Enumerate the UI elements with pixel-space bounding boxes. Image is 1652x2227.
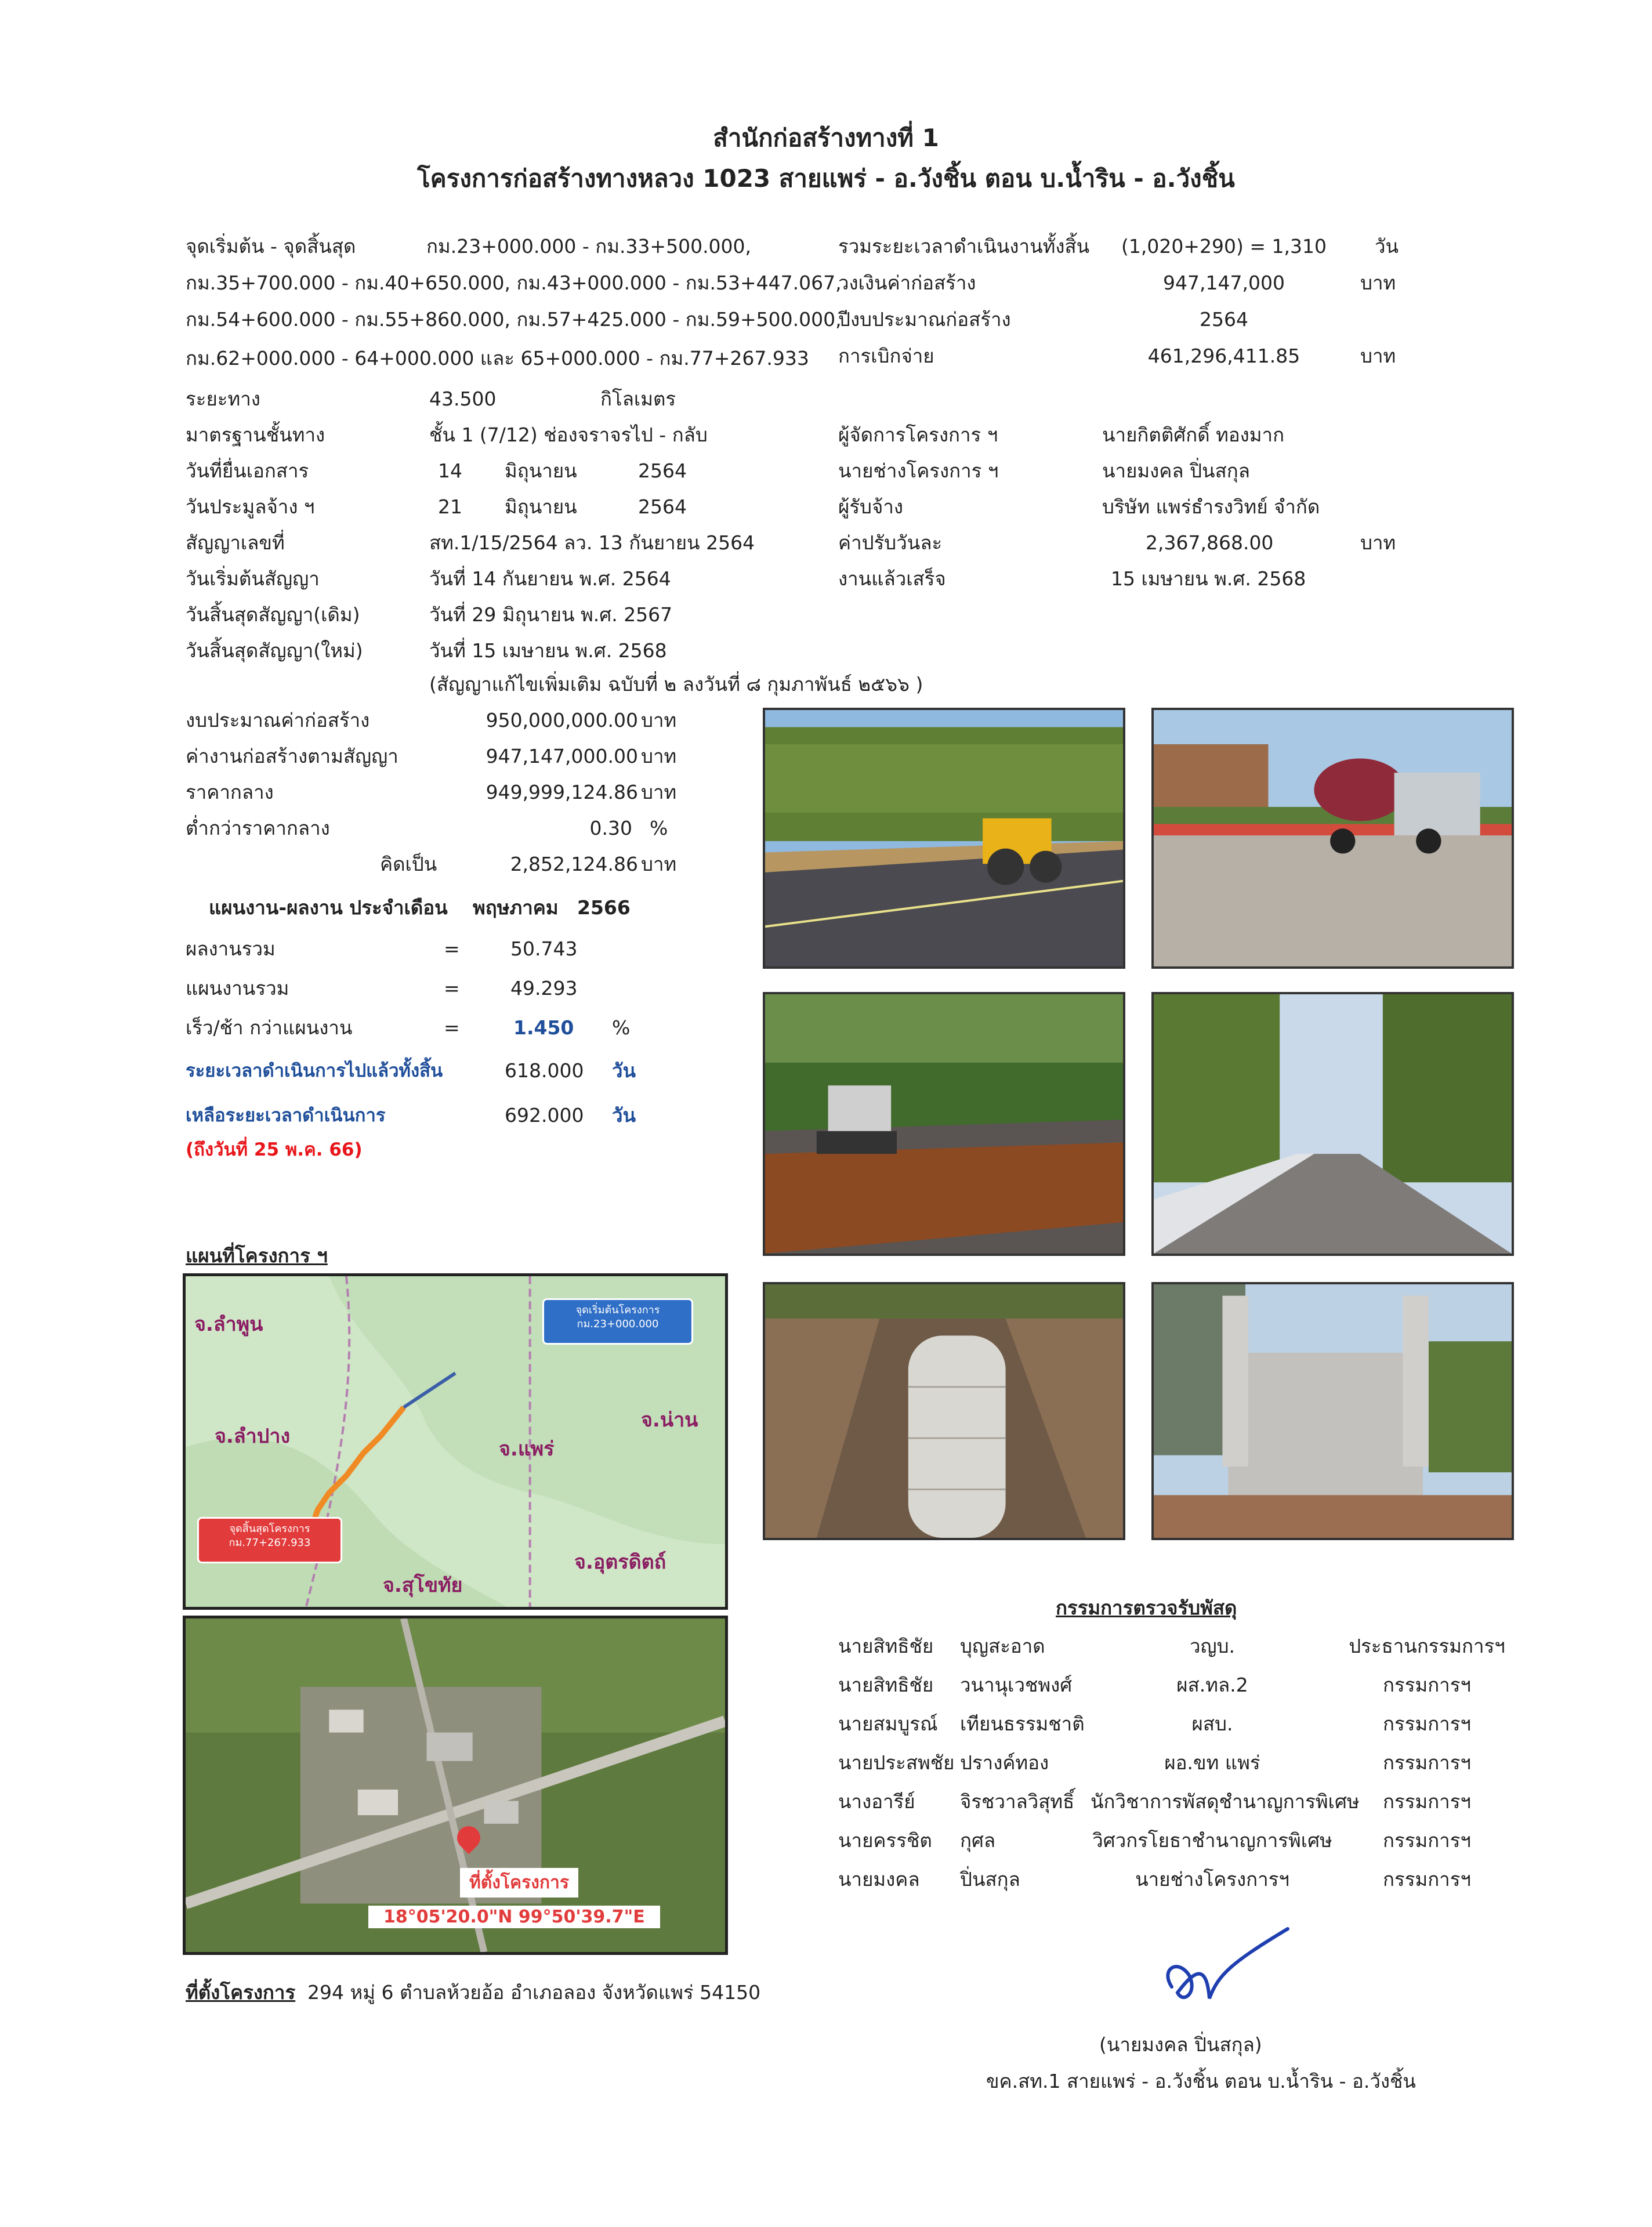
project-title: โครงการก่อสร้างทางหลวง 1023 สายแพร่ - อ.วังชิ้น ตอน บ.น้ำริน - อ.วังชิ้น bbox=[417, 164, 1235, 193]
map-start-km: กม.23+000.000 bbox=[577, 1318, 659, 1330]
route-line-4: กม.62+000.000 - 64+000.000 และ 65+000.000 - กม.77+267.933 bbox=[186, 347, 809, 370]
duration-unit: วัน bbox=[1375, 235, 1399, 258]
committee-member-last: ปรางค์ทอง bbox=[960, 1751, 1049, 1774]
committee-member-first: นายสิทธิชัย bbox=[838, 1674, 934, 1696]
actual-progress-label: ผลงานรวม bbox=[186, 937, 276, 960]
committee-member-first: นายมงคล bbox=[838, 1868, 920, 1891]
map-end-km: กม.77+267.933 bbox=[229, 1537, 311, 1549]
committee-member-last: จิรชวาลวิสุทธิ์ bbox=[960, 1790, 1075, 1813]
end-date-old-label: วันสิ้นสุดสัญญา(เดิม) bbox=[186, 603, 360, 626]
committee-member-pos: ผส.ทล.2 bbox=[1176, 1674, 1248, 1696]
committee-member-first: นายสมบูรณ์ bbox=[838, 1712, 938, 1735]
map-label-lampang: จ.ลำปาง bbox=[215, 1425, 291, 1448]
diff-label: เร็ว/ช้า กว่าแผนงาน bbox=[186, 1016, 353, 1039]
actual-eq: = bbox=[444, 937, 460, 960]
progress-month: พฤษภาคม bbox=[473, 896, 559, 919]
disbursement-label: การเบิกจ่าย bbox=[838, 345, 934, 367]
committee-member-first: นายประสพชัย bbox=[838, 1751, 955, 1774]
map-label-uttaradit: จ.อุตรดิตถ์ bbox=[574, 1551, 666, 1574]
as-of-date: (ถึงวันที่ 25 พ.ค. 66) bbox=[186, 1139, 363, 1160]
project-engineer-value: นายมงคล ปิ่นสกุล bbox=[1102, 459, 1250, 482]
budget-unit: บาท bbox=[641, 709, 677, 732]
map-end-label: จุดสิ้นสุดโครงการ bbox=[229, 1523, 310, 1535]
committee-member-first: นายสิทธิชัย bbox=[838, 1635, 934, 1657]
auction-day: 21 bbox=[438, 495, 462, 518]
location-value: 294 หมู่ 6 ตำบลห้วยอ้อ อำเภอลอง จังหวัดแพร่ 54150 bbox=[307, 1981, 761, 2004]
contract-amount-label: วงเงินค่าก่อสร้าง bbox=[838, 271, 976, 294]
auction-month: มิถุนายน bbox=[505, 495, 577, 518]
map-start-label: จุดเริ่มต้นโครงการ bbox=[575, 1304, 660, 1316]
fiscal-year-label: ปีงบประมาณก่อสร้าง bbox=[838, 308, 1011, 331]
finished-label: งานแล้วเสร็จ bbox=[838, 567, 946, 590]
remaining-unit: วัน bbox=[612, 1104, 636, 1127]
committee-member-last: บุญสะอาด bbox=[960, 1635, 1045, 1657]
project-manager-value: นายกิตติศักดิ์ ทองมาก bbox=[1102, 423, 1285, 446]
start-date-label: วันเริ่มต้นสัญญา bbox=[186, 567, 320, 590]
contract-amount-value: 947,147,000 bbox=[1163, 271, 1285, 294]
below-median-label: ต่ำกว่าราคากลาง bbox=[186, 817, 330, 839]
finished-value: 15 เมษายน พ.ศ. 2568 bbox=[1111, 567, 1306, 590]
disbursement-unit: บาท bbox=[1360, 345, 1396, 367]
budget-value: 950,000,000.00 bbox=[486, 709, 638, 732]
photo-concrete-wall bbox=[1151, 1282, 1514, 1540]
contract-price-unit: บาท bbox=[641, 745, 677, 767]
photo-asphalt-spraying bbox=[763, 992, 1125, 1256]
penalty-label: ค่าปรับวันละ bbox=[838, 531, 943, 554]
map-end-callout bbox=[197, 1517, 342, 1563]
diff-unit: % bbox=[612, 1016, 631, 1039]
submit-year: 2564 bbox=[638, 459, 687, 482]
progress-year: 2566 bbox=[577, 896, 631, 919]
elapsed-label: ระยะเวลาดำเนินการไปแล้วทั้งสิ้น bbox=[186, 1060, 443, 1081]
committee-member-pos: นักวิชาการพัสดุชำนาญการพิเศษ bbox=[1091, 1790, 1360, 1813]
planned-progress-value: 49.293 bbox=[510, 977, 578, 1000]
budget-label: งบประมาณค่าก่อสร้าง bbox=[186, 709, 370, 732]
actual-progress-value: 50.743 bbox=[510, 937, 578, 960]
submit-date-label: วันที่ยื่นเอกสาร bbox=[186, 459, 309, 482]
map-label-nan: จ.น่าน bbox=[641, 1408, 698, 1432]
disbursement-value: 461,296,411.85 bbox=[1147, 345, 1300, 367]
committee-member-pos: วิศวกรโยธาชำนาญการพิเศษ bbox=[1092, 1829, 1332, 1852]
start-date-value: วันที่ 14 กันยายน พ.ศ. 2564 bbox=[429, 567, 671, 590]
fiscal-year-value: 2564 bbox=[1200, 308, 1248, 331]
equivalent-label: คิดเป็น bbox=[380, 853, 437, 875]
committee-member-last: เทียนธรรมชาติ bbox=[960, 1712, 1085, 1735]
equivalent-value: 2,852,124.86 bbox=[510, 853, 638, 875]
committee-member-first: นางอารีย์ bbox=[838, 1790, 915, 1813]
penalty-value: 2,367,868.00 bbox=[1146, 531, 1274, 554]
committee-member-pos: นายช่างโครงการฯ bbox=[1135, 1868, 1289, 1891]
progress-title: แผนงาน-ผลงาน ประจำเดือน bbox=[209, 896, 448, 919]
map-title: แผนที่โครงการ ฯ bbox=[186, 1244, 328, 1267]
contract-price-value: 947,147,000.00 bbox=[486, 745, 638, 767]
contractor-label: ผู้รับจ้าง bbox=[838, 495, 903, 518]
standard-label: มาตรฐานชั้นทาง bbox=[186, 423, 325, 446]
contractor-value: บริษัท แพร่ธำรงวิทย์ จำกัด bbox=[1102, 495, 1320, 518]
map-start-callout bbox=[542, 1298, 693, 1345]
end-date-old-value: วันที่ 29 มิถุนายน พ.ศ. 2567 bbox=[429, 603, 673, 626]
satellite-pin-label: ที่ตั้งโครงการ bbox=[460, 1868, 578, 1898]
committee-member-first: นายครรชิต bbox=[838, 1829, 932, 1852]
committee-member-role: กรรมการฯ bbox=[1383, 1790, 1471, 1813]
median-price-value: 949,999,124.86 bbox=[486, 781, 638, 803]
committee-member-role: กรรมการฯ bbox=[1383, 1829, 1471, 1852]
route-line-3: กม.54+600.000 - กม.55+860.000, กม.57+425.000 - กม.59+500.000, bbox=[186, 308, 842, 331]
photo-concrete-pour bbox=[1151, 708, 1514, 969]
map-label-sukhothai: จ.สุโขทัย bbox=[383, 1574, 463, 1597]
committee-member-last: ปิ่นสกุล bbox=[960, 1868, 1020, 1891]
committee-member-role: ประธานกรรมการฯ bbox=[1349, 1635, 1505, 1657]
committee-member-role: กรรมการฯ bbox=[1383, 1751, 1471, 1774]
elapsed-value: 618.000 bbox=[505, 1059, 584, 1082]
signature-mark bbox=[1154, 1917, 1305, 2022]
contract-amount-unit: บาท bbox=[1360, 271, 1396, 294]
location-label: ที่ตั้งโครงการ bbox=[186, 1981, 296, 2004]
photo-road-trees bbox=[1151, 992, 1514, 1256]
committee-member-last: วนานุเวชพงศ์ bbox=[960, 1674, 1073, 1696]
end-date-new-value: วันที่ 15 เมษายน พ.ศ. 2568 bbox=[429, 639, 667, 662]
auction-date-label: วันประมูลจ้าง ฯ bbox=[186, 495, 315, 518]
median-price-unit: บาท bbox=[641, 781, 677, 803]
duration-label: รวมระยะเวลาดำเนินงานทั้งสิ้น bbox=[838, 235, 1090, 258]
median-price-label: ราคากลาง bbox=[186, 781, 274, 803]
equivalent-unit: บาท bbox=[641, 853, 677, 875]
remaining-label: เหลือระยะเวลาดำเนินการ bbox=[186, 1105, 386, 1126]
amendment-note: (สัญญาแก้ไขเพิ่มเติม ฉบับที่ ๒ ลงวันที่ ๘ กุมภาพันธ์ ๒๕๖๖ ) bbox=[429, 673, 923, 696]
signature-name: (นายมงคล ปิ่นสกุล) bbox=[1099, 2033, 1262, 2056]
below-median-value: 0.30 bbox=[589, 817, 632, 839]
route-label: จุดเริ่มต้น - จุดสิ้นสุด bbox=[186, 235, 356, 258]
below-median-unit: % bbox=[650, 817, 668, 839]
committee-member-role: กรรมการฯ bbox=[1383, 1712, 1471, 1735]
contract-no-value: สท.1/15/2564 ลว. 13 กันยายน 2564 bbox=[429, 531, 755, 554]
distance-unit: กิโลเมตร bbox=[600, 388, 676, 410]
end-date-new-label: วันสิ้นสุดสัญญา(ใหม่) bbox=[186, 639, 363, 662]
duration-value: (1,020+290) = 1,310 bbox=[1121, 235, 1327, 258]
committee-member-role: กรรมการฯ bbox=[1383, 1868, 1471, 1891]
committee-member-pos: ผสบ. bbox=[1191, 1712, 1233, 1735]
committee-member-last: กุศล bbox=[960, 1829, 996, 1852]
photo-drainage-pipes bbox=[763, 1282, 1125, 1540]
distance-value: 43.500 bbox=[429, 388, 497, 410]
project-engineer-label: นายช่างโครงการ ฯ bbox=[838, 459, 999, 482]
remaining-value: 692.000 bbox=[505, 1104, 584, 1127]
submit-day: 14 bbox=[438, 459, 462, 482]
map-label-lamphun: จ.ลำพูน bbox=[194, 1313, 263, 1336]
committee-title: กรรมการตรวจรับพัสดุ bbox=[1056, 1596, 1237, 1619]
route-line-1: กม.23+000.000 - กม.33+500.000, bbox=[426, 235, 752, 258]
submit-month: มิถุนายน bbox=[505, 459, 577, 482]
penalty-unit: บาท bbox=[1360, 531, 1396, 554]
contract-no-label: สัญญาเลขที่ bbox=[186, 531, 285, 554]
satellite-coords: 18°05'20.0"N 99°50'39.7"E bbox=[368, 1906, 660, 1928]
elapsed-unit: วัน bbox=[612, 1059, 636, 1082]
diff-eq: = bbox=[444, 1016, 460, 1039]
plan-eq: = bbox=[444, 977, 460, 1000]
photo-road-roller bbox=[763, 708, 1125, 969]
standard-value: ชั้น 1 (7/12) ช่องจราจรไป - กลับ bbox=[429, 423, 708, 446]
route-line-2: กม.35+700.000 - กม.40+650.000, กม.43+000.000 - กม.53+447.067, bbox=[186, 271, 842, 294]
diff-value: 1.450 bbox=[513, 1016, 574, 1039]
signature-position: ขค.สท.1 สายแพร่ - อ.วังชิ้น ตอน บ.น้ำริน - อ.วังชิ้น bbox=[986, 2070, 1416, 2092]
satellite-map bbox=[183, 1616, 728, 1955]
committee-member-pos: ผอ.ขท แพร่ bbox=[1164, 1751, 1260, 1774]
project-manager-label: ผู้จัดการโครงการ ฯ bbox=[838, 423, 998, 446]
auction-year: 2564 bbox=[638, 495, 687, 518]
committee-member-role: กรรมการฯ bbox=[1383, 1674, 1471, 1696]
committee-member-pos: วญบ. bbox=[1189, 1635, 1236, 1657]
office-title: สำนักก่อสร้างทางที่ 1 bbox=[713, 124, 939, 152]
map-label-phrae: จ.แพร่ bbox=[499, 1437, 555, 1461]
planned-progress-label: แผนงานรวม bbox=[186, 977, 289, 1000]
distance-label: ระยะทาง bbox=[186, 388, 260, 410]
contract-price-label: ค่างานก่อสร้างตามสัญญา bbox=[186, 745, 398, 767]
